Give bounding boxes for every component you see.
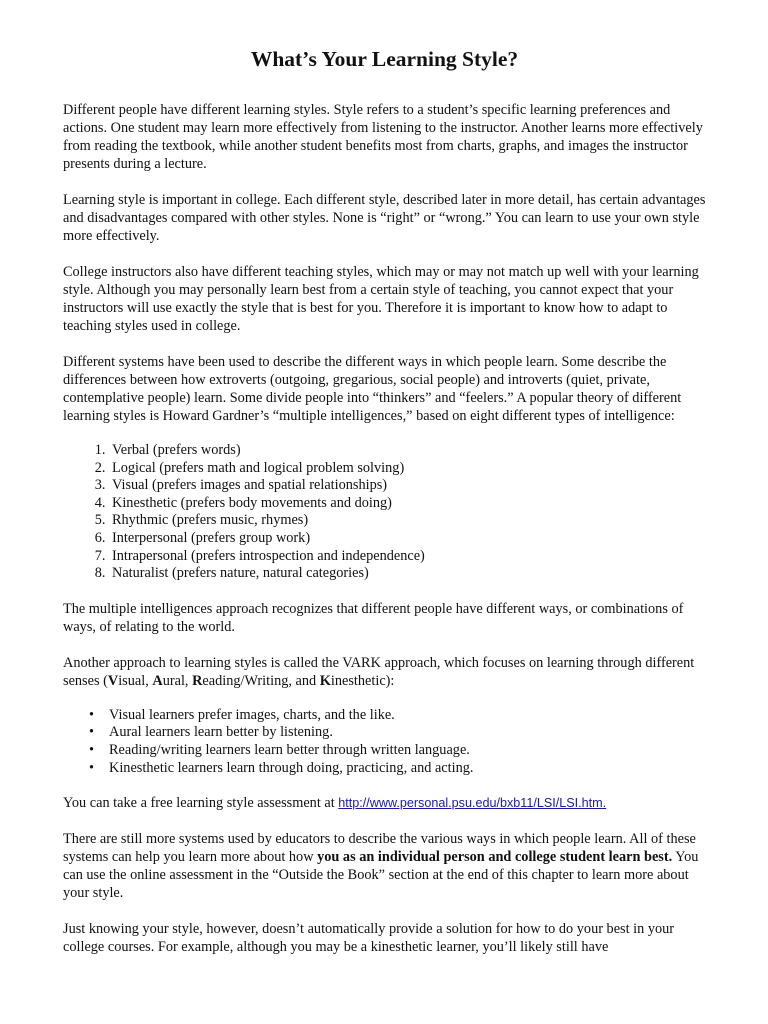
vark-list — [63, 707, 706, 777]
paragraph-learning-style-importance: Learning style is important in college. Each different style, described later in more detail, has certain advantages and disadvantages compared with other styles. None is “right” or “wrong.” You can learn to use your own style more effectively. — [63, 192, 706, 244]
list-item: 5. Rhythmic (prefers music, rhymes) — [109, 512, 706, 530]
bullet-icon: • — [89, 706, 95, 723]
paragraph-learning-styles-intro: Different people have different learning styles. Style refers to a student’s specific learning preferences and actions. One student may learn more effectively from listening to the instructor. Another learns more effectively from reading the textbook, while another student benefits most from charts, graphs, and images the instructor presents during a lecture. — [63, 102, 703, 172]
intelligences-list — [63, 442, 706, 583]
more-systems-text: There are still more systems used by educators to describe the various ways in which people learn. All of these systems can help you learn more about how — [63, 831, 696, 866]
vark-word-visual: isual, — [118, 672, 153, 689]
list-item-text: Reading/writing learners learn better through written language. — [109, 741, 470, 758]
paragraph-vark-approach — [63, 654, 706, 690]
list-item: 3. Visual (prefers images and spatial relationships) — [109, 477, 706, 495]
list-item — [89, 724, 706, 742]
more-systems-bold-text: you as an individual person and college student learn best. — [317, 849, 673, 866]
more-systems-text-end: You can use the online assessment in the “Outside the Book” section at the end of this chapter to learn more about your style. — [63, 849, 699, 902]
list-item: 8. Naturalist (prefers nature, natural categories) — [109, 565, 706, 583]
assessment-text: You can take a free learning style assessment at — [63, 795, 339, 812]
bullet-icon: • — [89, 724, 95, 741]
vark-word-kinesthetic: inesthetic): — [330, 672, 395, 689]
list-item — [89, 759, 706, 778]
list-item: 6. Interpersonal (prefers group work) — [109, 530, 706, 548]
bullet-icon: • — [89, 759, 95, 776]
bullet-icon: • — [89, 741, 95, 758]
vark-letter-v: V — [107, 672, 119, 689]
list-item: 2. Logical (prefers math and logical problem solving) — [109, 460, 706, 478]
list-item — [89, 706, 706, 725]
vark-intro-text: Another approach to learning styles is called the VARK approach, which focuses on learning through different senses ( — [63, 654, 695, 689]
paragraph-learning-systems: Different systems have been used to describe the different ways in which people learn. Some describe the differences between how extroverts (outgoing, gregarious, social people) and introverts (quiet, private, contemplative people) learn. Some divide people into “thinkers” and “feelers.” A popular theory of different learning styles is Howard Gardner’s “multiple intelligences,” based on eight different types of intelligence: — [63, 354, 682, 424]
vark-word-aural: ural, — [162, 672, 193, 689]
assessment-link[interactable]: http://www.personal.psu.edu/bxb11/LSI/LSI.htm. — [338, 796, 607, 811]
list-item — [89, 741, 706, 760]
list-item: 7. Intrapersonal (prefers introspection and independence) — [109, 548, 706, 566]
paragraph-instructor-teaching-styles: College instructors also have different teaching styles, which may or may not match up well with your learning style. Although you may personally learn best from a certain style of teaching, you cannot expect that your instructors will use exactly the style that is best for you. Therefore it is important to know how to adapt to teaching styles used in college. — [63, 264, 699, 334]
list-item-text: Kinesthetic learners learn through doing, practicing, and acting. — [109, 759, 474, 776]
list-item: 4. Kinesthetic (prefers body movements and doing) — [109, 495, 706, 513]
list-item-text: Visual learners prefer images, charts, and the like. — [109, 706, 395, 723]
vark-word-reading: eading/Writing, and — [202, 672, 320, 689]
page-title: What’s Your Learning Style? — [250, 47, 519, 71]
list-item: 1. Verbal (prefers words) — [109, 442, 706, 460]
paragraph-assessment-link — [63, 794, 706, 812]
vark-letter-k: K — [319, 672, 331, 689]
vark-letter-r: R — [192, 672, 203, 689]
paragraph-knowing-your-style: Just knowing your style, however, doesn’t automatically provide a solution for how to do your best in your college courses. For example, although you may be a kinesthetic learner, you’ll likely still have — [63, 921, 675, 956]
list-item-text: Aural learners learn better by listening. — [109, 724, 333, 741]
vark-letter-a: A — [152, 672, 163, 689]
paragraph-multiple-intelligences: The multiple intelligences approach recognizes that different people have different ways, or combinations of ways, of relating to the world. — [63, 600, 684, 635]
paragraph-more-systems — [63, 830, 706, 902]
